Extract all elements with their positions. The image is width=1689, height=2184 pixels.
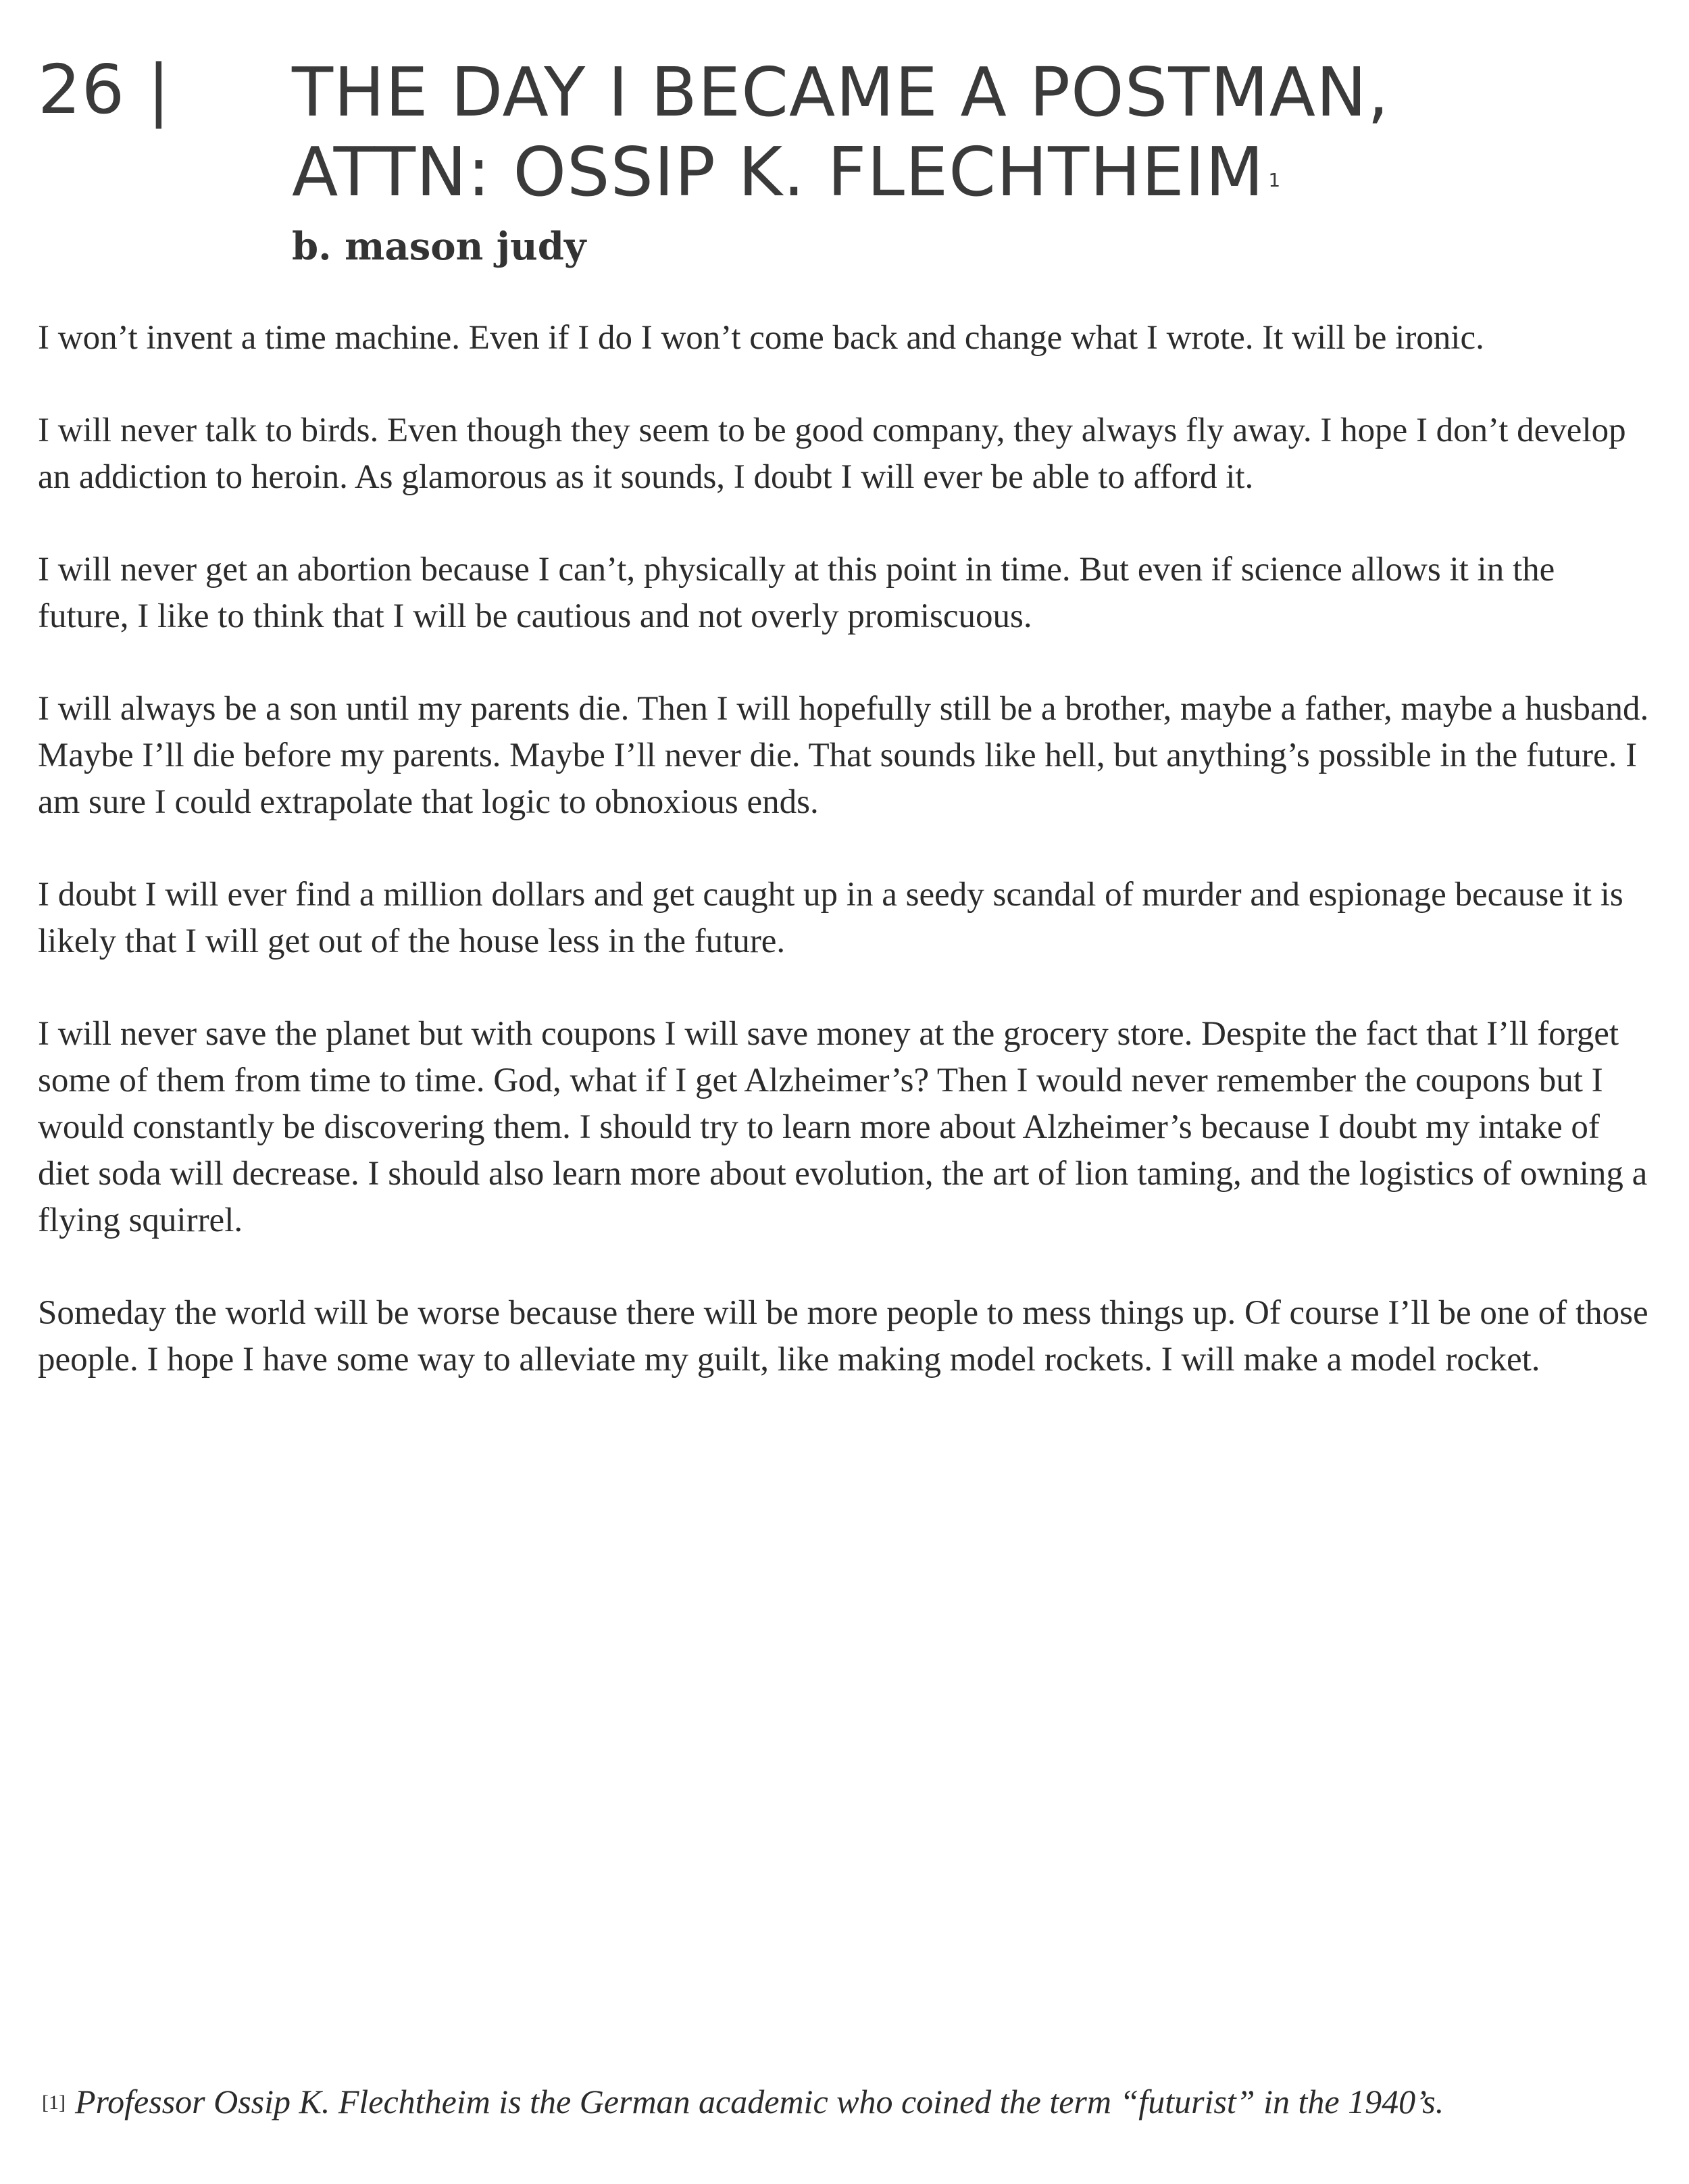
- paragraph: I doubt I will ever find a million dollars and get caught up in a seedy scandal of murder and espionage because it is likely that I will get out of the house less in the future.: [38, 876, 1623, 960]
- page-number: 26 |: [38, 50, 171, 129]
- paragraph: Someday the world will be worse because there will be more people to mess things up. Of course I’ll be one of those people. I hope I have some way to alleviate my guilt, like making model rockets. I will make a model rocket.: [38, 1294, 1648, 1379]
- title-line-1-text: THE DAY I BECAME A POSTMAN,: [292, 53, 1390, 132]
- paragraph: I will never talk to birds. Even though they seem to be good company, they always fly away. I hope I don’t develop an addiction to heroin. As glamorous as it sounds, I doubt I will ever be able to afford it.: [38, 412, 1626, 496]
- title-line-2-text: ATTN: OSSIP K. FLECHTHEIM: [292, 132, 1265, 212]
- title-footnote-marker[interactable]: 1: [1268, 169, 1282, 191]
- footnote-marker: [1]: [42, 2091, 66, 2114]
- footnote: [42, 2080, 1657, 2123]
- title-line-1: [292, 53, 1575, 132]
- paragraph: I won’t invent a time machine. Even if I do I won’t come back and change what I wrote. It will be ironic.: [38, 319, 1484, 357]
- title-line-2: [292, 132, 1575, 212]
- article-body: [38, 315, 1653, 1429]
- paragraph: I will always be a son until my parents die. Then I will hopefully still be a brother, maybe a father, maybe a husband. Maybe I’ll die before my parents. Maybe I’ll never die. That sounds like hell, but anything’s possible in the future. I am sure I could extrapolate that logic to obnoxious ends.: [38, 690, 1649, 821]
- paragraph: I will never save the planet but with coupons I will save money at the grocery store. Despite the fact that I’ll forget some of them from time to time. God, what if I get Alzheimer’s? Then I would never remember the coupons but I would constantly be discovering them. I should try to learn more about Alzheimer’s because I doubt my intake of diet soda will decrease. I should also learn more about evolution, the art of lion taming, and the logistics of owning a flying squirrel.: [38, 1015, 1648, 1239]
- author-byline: b. mason judy: [292, 224, 586, 269]
- title-block: [292, 53, 1575, 270]
- footnote-text: Professor Ossip K. Flechtheim is the German academic who coined the term “futurist” in the 1940’s.: [74, 2083, 1444, 2120]
- paragraph: I will never get an abortion because I can’t, physically at this point in time. But even if science allows it in the future, I like to think that I will be cautious and not overly promiscuous.: [38, 551, 1555, 635]
